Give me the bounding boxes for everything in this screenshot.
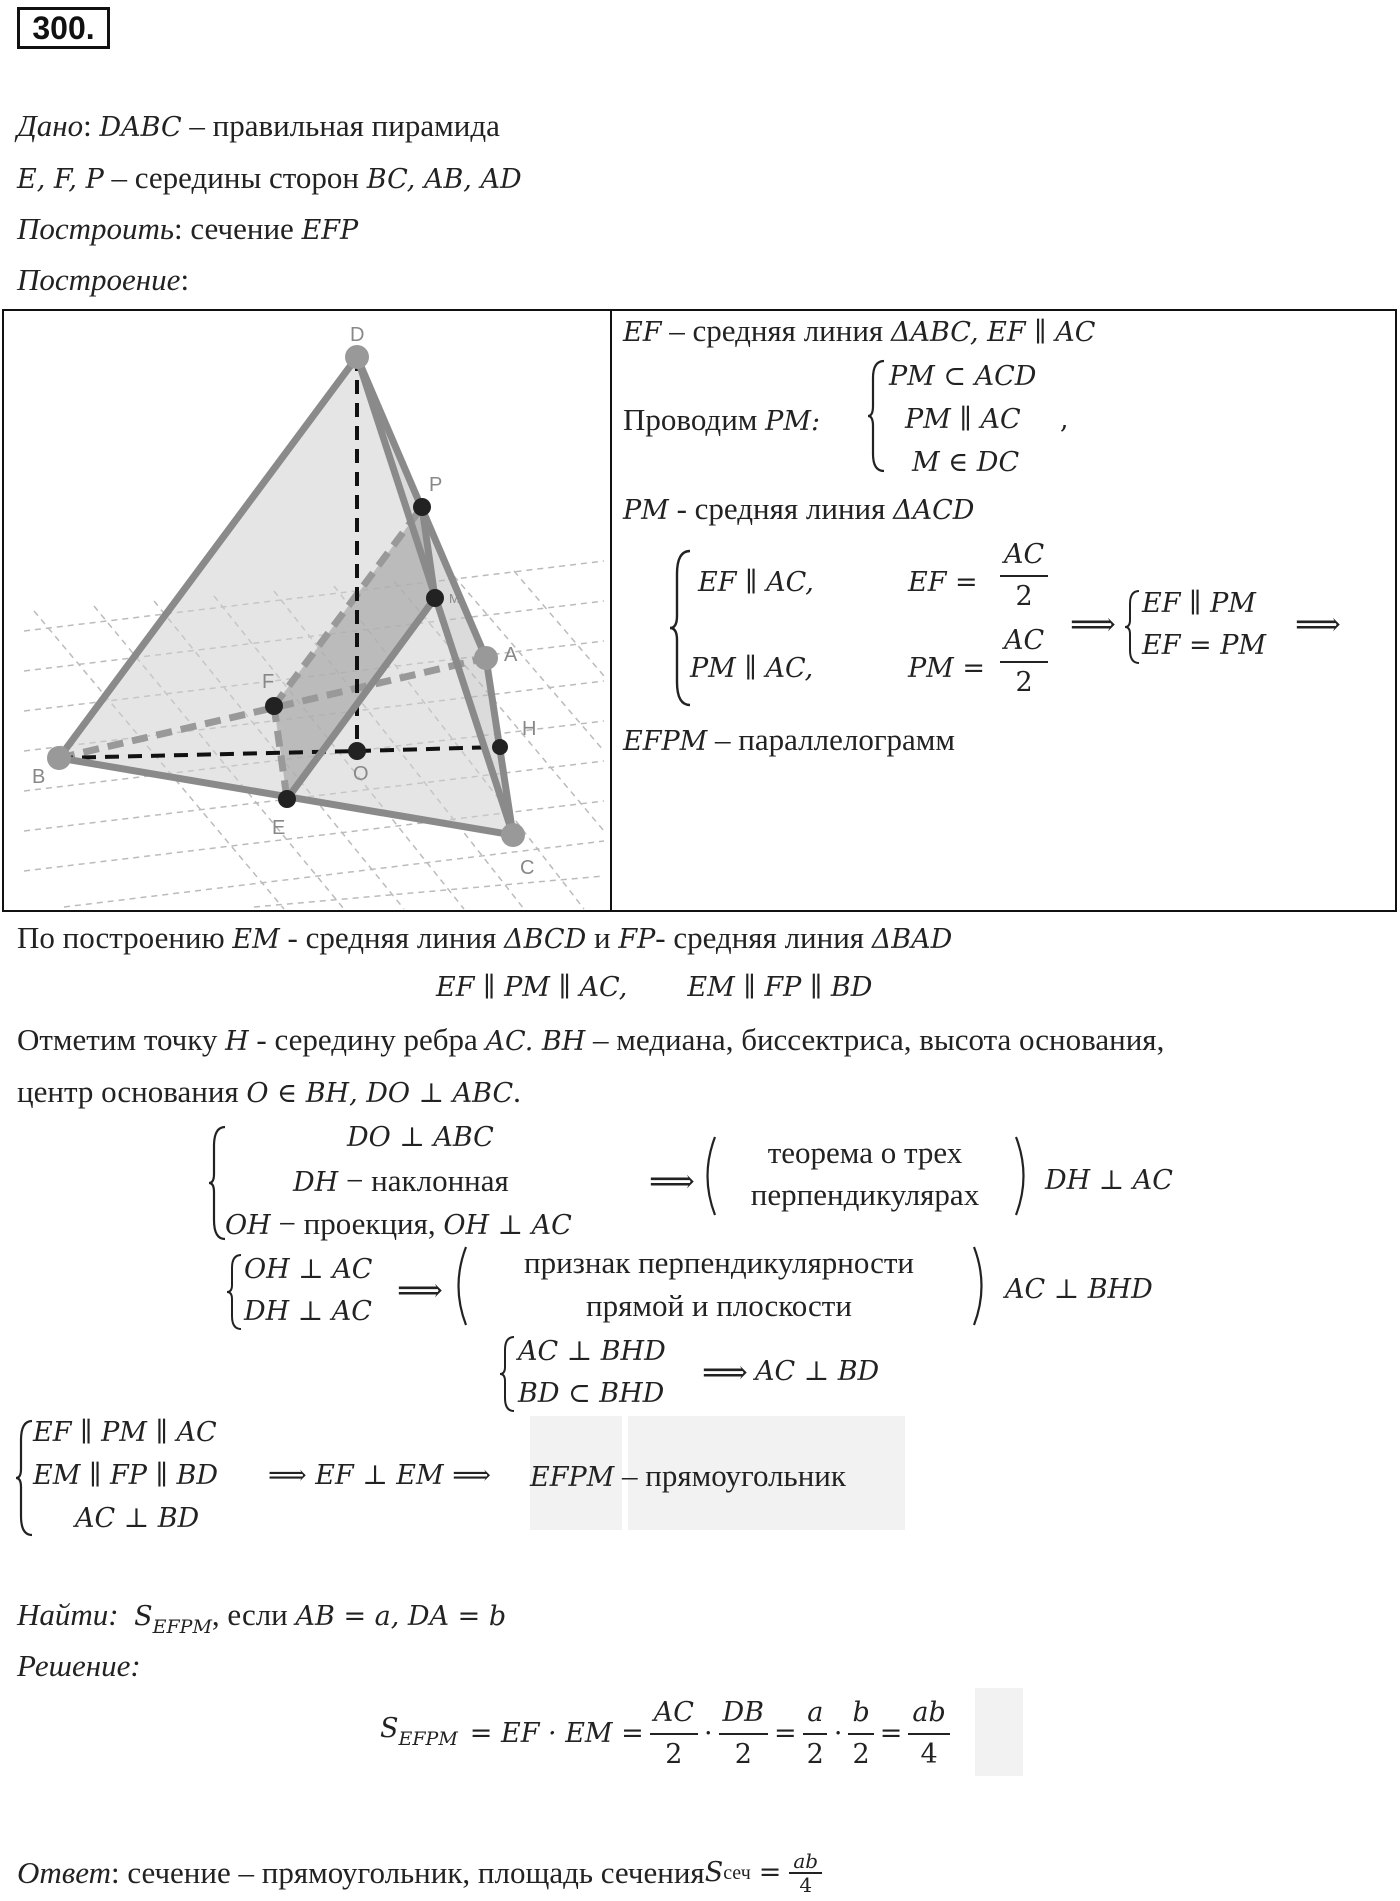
p1-t1: По построению [17, 920, 233, 955]
s4-paren-line-1: теорема о трех [767, 1135, 963, 1170]
p3-t3: – медиана, биссектриса, высота основания, [585, 1022, 1165, 1057]
eq-eq-1: = [774, 1718, 797, 1749]
s4-r3-m2: OH ⊥ AC [443, 1210, 572, 1241]
p1-m1: EM [232, 924, 280, 955]
eq-dot-2: · [833, 1718, 843, 1749]
f5-den: 4 [920, 1739, 938, 1770]
p3-m2: AC. BH [485, 1026, 586, 1057]
f3-den: 2 [806, 1739, 824, 1770]
find-s: S [134, 1601, 153, 1632]
point-m [426, 589, 444, 607]
pyramid-figure [4, 311, 608, 910]
problem-number: 300. [17, 7, 110, 49]
p1-m3: FP [618, 924, 656, 955]
f1-num: AC [650, 1693, 698, 1735]
label-c: C [520, 857, 535, 879]
system1-row-2: PM ∥ AC [905, 404, 1021, 435]
p1-t4: - средняя линия [655, 920, 872, 955]
system3-implies: ⟹ [1295, 605, 1341, 643]
system5-result: AC ⊥ BHD [1005, 1274, 1153, 1305]
given-label: Дано [17, 108, 84, 143]
system5-brace [225, 1252, 245, 1332]
point-b [47, 746, 71, 770]
system7-row-3: AC ⊥ BD [75, 1503, 200, 1534]
s4-r3-t: − проекция, [270, 1206, 444, 1241]
answer-frac [789, 1850, 822, 1896]
right-line-2 [623, 402, 820, 440]
answer-text: : сечение – прямоугольник, площадь сечения [110, 1855, 705, 1890]
system2-row1-frac [1000, 535, 1048, 617]
midpoints-text: – середины сторон [103, 160, 367, 195]
answer-line [17, 1850, 822, 1896]
answer-f-num: ab [789, 1850, 822, 1874]
answer-eq: = [758, 1857, 782, 1888]
f2-den: 2 [734, 1739, 752, 1770]
system2-row1-eq: EF = [908, 567, 978, 598]
point-o [348, 742, 366, 760]
label-d: D [350, 324, 365, 346]
given-text: – правильная пирамида [181, 108, 500, 143]
eq-frac-3 [803, 1693, 828, 1775]
midpoints-line [17, 160, 522, 198]
point-f [265, 697, 283, 715]
system4-result: DH ⊥ AC [1045, 1165, 1173, 1196]
label-e: E [272, 817, 286, 839]
given-line: Дано: DABC – правильная пирамида [17, 108, 500, 143]
answer-s: S [704, 1857, 724, 1888]
p4-m1: O ∈ BH, DO ⊥ ABC [246, 1078, 514, 1109]
find-condition: AB = a, DA = b [295, 1601, 507, 1632]
system7-row-2: EM ∥ FP ∥ BD [33, 1460, 219, 1491]
point-c [501, 823, 525, 847]
right-l2-text: Проводим [623, 402, 766, 437]
s4-r2-m: DH [293, 1167, 339, 1198]
point-p [413, 498, 431, 516]
label-p: P [429, 474, 443, 496]
right-l4-text: – параллелограмм [707, 722, 956, 757]
system5-implies: ⟹ [397, 1271, 443, 1309]
right-line-4 [623, 722, 955, 760]
p1-m4: ΔBAD [871, 924, 953, 955]
system2-row2-frac [1000, 621, 1048, 703]
find-line [17, 1597, 506, 1645]
frac1-den: 2 [1015, 581, 1033, 612]
eq-frac-4 [848, 1693, 873, 1775]
f4-den: 2 [852, 1739, 870, 1770]
system4-row-3 [225, 1206, 572, 1244]
s4-paren-left [697, 1134, 719, 1218]
system7-result [530, 1458, 846, 1496]
build-object: EFP [301, 215, 359, 246]
p1-m2: ΔBCD [504, 924, 587, 955]
system6-row-2: BD ⊂ BHD [518, 1378, 665, 1409]
right-l4-math: EFPM [623, 726, 708, 757]
system3-row-2: EF = PM [1142, 630, 1267, 661]
paragraph-2-parallels: EF ∥ PM ∥ AC, EM ∥ FP ∥ BD [436, 972, 873, 1003]
point-h [492, 739, 508, 755]
system7-row-1: EF ∥ PM ∥ AC [33, 1417, 217, 1448]
label-h: H [522, 718, 537, 740]
right-l1-math2: ΔABC, EF ∥ AC [890, 317, 1096, 348]
label-b: B [32, 766, 46, 788]
frac2-den: 2 [1015, 667, 1033, 698]
find-if: , если [211, 1597, 296, 1632]
right-line-3 [623, 491, 974, 529]
solution-label: Решение: [17, 1648, 141, 1683]
system1-brace [866, 358, 888, 474]
f2-num: DB [719, 1693, 769, 1735]
f1-den: 2 [665, 1739, 683, 1770]
frac1-num: AC [1000, 535, 1048, 577]
system6-result: AC ⊥ BD [755, 1356, 880, 1387]
system4-row-2 [293, 1163, 509, 1201]
f3-num: a [803, 1693, 827, 1735]
eq-lhs [380, 1711, 458, 1757]
right-l1-text: – средняя линия [661, 313, 891, 348]
eq-frac-5 [908, 1693, 949, 1775]
frac2-num: AC [1000, 621, 1048, 663]
frame-divider [610, 309, 612, 912]
system6-implies: ⟹ [702, 1353, 748, 1391]
eq-frac-1 [650, 1693, 698, 1775]
midpoints-names: E, F, P [17, 164, 104, 195]
right-l3-math: PM [623, 495, 669, 526]
point-e [278, 790, 296, 808]
system2-row1-left: EF ∥ AC, [698, 567, 814, 598]
point-d [345, 345, 369, 369]
system1-row-3: M ∈ DC [912, 447, 1020, 478]
f5-num: ab [908, 1693, 949, 1735]
label-f: F [262, 671, 275, 693]
p3-m1: H [225, 1026, 249, 1057]
system4-implies: ⟹ [649, 1162, 695, 1200]
s4-r3-m: OH [225, 1210, 271, 1241]
eq-dot-1: · [703, 1718, 713, 1749]
system5-row-1: OH ⊥ AC [244, 1254, 373, 1285]
p1-t2: - средняя линия [279, 920, 505, 955]
label-m: M [449, 591, 460, 606]
paragraph-3 [17, 1022, 1164, 1060]
paragraph-1 [17, 920, 952, 958]
label-o: O [353, 763, 369, 785]
paragraph-4 [17, 1074, 521, 1112]
s7-res-t: – прямоугольник [614, 1458, 846, 1493]
system4-row-1: DO ⊥ ABC [347, 1122, 494, 1153]
system2-row2-left: PM ∥ AC, [690, 653, 814, 684]
p4-t1: центр основания [17, 1074, 247, 1109]
s4-paren-right [1012, 1134, 1034, 1218]
system1-comma: , [1060, 404, 1069, 435]
eq-lhs-s: S [380, 1713, 399, 1744]
system2-row2-eq: PM = [908, 653, 986, 684]
system1-row-1: PM ⊂ ACD [889, 361, 1037, 392]
answer-label: Ответ [17, 1855, 111, 1890]
right-l2-math: PM: [765, 406, 821, 437]
given-object: DABC [99, 112, 182, 143]
s7-res-m: EFPM [530, 1462, 615, 1493]
eq-lhs-sub: EFPM [398, 1728, 458, 1750]
eq-frac-2 [719, 1693, 769, 1775]
shade-ab4 [975, 1688, 1023, 1776]
system6-row-1: AC ⊥ BHD [518, 1336, 666, 1367]
build-label: Построить [17, 211, 175, 246]
system5-row-2: DH ⊥ AC [244, 1296, 372, 1327]
system2-implies: ⟹ [1070, 605, 1116, 643]
p3-t1: Отметим точку [17, 1022, 226, 1057]
build-text: : сечение [174, 211, 302, 246]
f4-num: b [848, 1693, 873, 1735]
eq-eq-2: = [879, 1718, 903, 1749]
p4-t2: . [513, 1074, 521, 1109]
solution-equation [380, 1697, 950, 1770]
s5-paren-right [970, 1244, 992, 1328]
right-l3-text: - средняя линия [668, 491, 894, 526]
system3-brace [1123, 588, 1143, 666]
p3-t2: - середину ребра [248, 1022, 486, 1057]
point-a [474, 646, 498, 670]
system3-row-1: EF ∥ PM [1142, 588, 1256, 619]
build-line [17, 211, 358, 249]
system7-chain: ⟹ EF ⊥ EM ⟹ [268, 1460, 491, 1491]
answer-f-den: 4 [799, 1873, 813, 1897]
s5-paren-line-1: признак перпендикулярности [524, 1245, 914, 1280]
s4-r2-t: − наклонная [338, 1163, 509, 1198]
s5-paren-line-2: прямой и плоскости [586, 1288, 852, 1323]
right-line-1 [623, 313, 1095, 351]
find-s-sub: EFPM [152, 1616, 212, 1638]
eq-mid: = EF · EM = [469, 1718, 644, 1749]
p1-t3: и [586, 920, 619, 955]
right-l3-math2: ΔACD [893, 495, 975, 526]
construction-colon: : [180, 262, 190, 297]
answer-s-sub: сеч [723, 1862, 751, 1884]
midpoints-sides: BC, AB, AD [366, 164, 522, 195]
label-a: A [504, 644, 518, 666]
right-l1-math: EF [623, 317, 662, 348]
construction-line [17, 262, 189, 298]
construction-label: Построение [17, 262, 181, 297]
system6-brace [498, 1334, 518, 1414]
s4-paren-line-2: перпендикулярах [750, 1177, 980, 1212]
find-label: Найти: [17, 1597, 119, 1632]
